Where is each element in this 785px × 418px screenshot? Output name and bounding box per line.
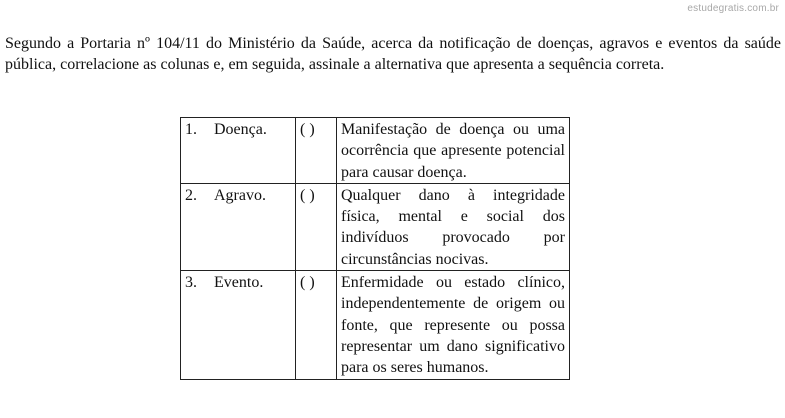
watermark: estudegratis.com.br xyxy=(687,3,779,14)
matching-table xyxy=(180,117,570,380)
term-number: 1. xyxy=(185,121,197,138)
term-cell xyxy=(181,271,296,379)
term-label: Agravo. xyxy=(214,186,266,204)
term-number: 2. xyxy=(185,186,197,204)
term-label: Doença. xyxy=(214,121,267,138)
description-cell: Manifestação de doença ou uma ocorrência que apresente potencial para causar doença. xyxy=(337,118,570,184)
term-cell xyxy=(181,183,296,270)
table-row xyxy=(181,118,570,184)
question-text: Segundo a Portaria nº 104/11 do Ministério da Saúde, acerca da notificação de doenças, agravos e eventos da saúde pública, correlacione as colunas e, em seguida, assinale a alternativa que apresenta a sequência correta. xyxy=(5,35,781,73)
table-row xyxy=(181,271,570,379)
table-row xyxy=(181,183,570,270)
description-cell: Qualquer dano à integridade física, mental e social dos indivíduos provocado por circunstâncias nocivas. xyxy=(337,183,570,270)
term-label: Evento. xyxy=(214,274,264,292)
term-cell xyxy=(181,118,296,184)
description-cell: Enfermidade ou estado clínico, independentemente de origem ou fonte, que represente ou possa representar um dano significativo para os seres humanos. xyxy=(337,271,570,379)
answer-blank: ( ) xyxy=(296,118,337,184)
answer-blank: ( ) xyxy=(296,271,337,379)
answer-blank: ( ) xyxy=(296,183,337,270)
term-number: 3. xyxy=(185,274,197,292)
